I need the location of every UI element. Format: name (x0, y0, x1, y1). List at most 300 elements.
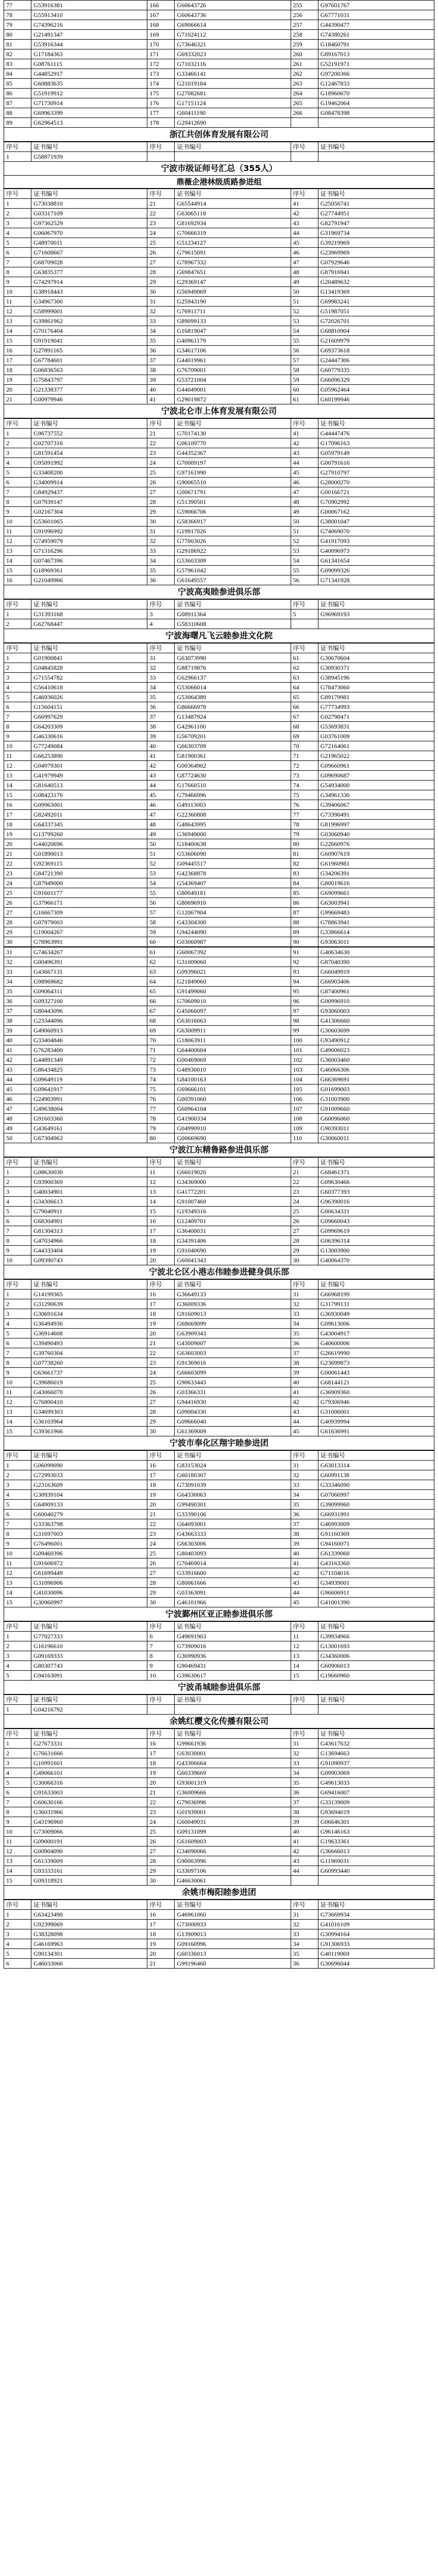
header-cert: 证书编号 (175, 1622, 291, 1632)
table-row (4, 1207, 434, 1216)
row-index-cell: 23 (147, 448, 175, 458)
table-row (4, 1216, 434, 1226)
roster-table (4, 643, 434, 947)
row-index-cell: 169 (147, 30, 175, 40)
cert-number-cell: G19349316 (175, 1207, 291, 1216)
table-row (4, 1778, 434, 1788)
cert-number-cell: G64093001 (175, 1519, 291, 1529)
row-index-cell: 18 (147, 1480, 175, 1490)
cert-number-cell: G53606090 (175, 849, 291, 859)
cert-number-cell: G43649161 (31, 1124, 147, 1133)
cert-number-cell: G81304313 (31, 1226, 147, 1236)
cert-number-cell: G39686019 (31, 1378, 147, 1387)
cert-number-cell: G61339009 (31, 1856, 147, 1866)
row-index-cell: 39 (291, 1539, 318, 1549)
cert-number-cell: G46330616 (31, 732, 147, 741)
cert-number-cell: G68461371 (318, 1167, 434, 1177)
cert-number-cell: G33346090 (318, 1480, 434, 1490)
row-index-cell: 78 (4, 10, 31, 20)
row-index-cell: 12 (4, 761, 31, 771)
row-index-cell: 3 (147, 609, 175, 619)
table-row (4, 1568, 434, 1578)
cert-number-cell: G76496001 (31, 1539, 147, 1549)
row-index-cell: 101 (291, 1045, 318, 1055)
row-index-cell: 61 (291, 395, 318, 404)
cert-number-cell (318, 1705, 434, 1715)
header-row (4, 600, 434, 609)
section-title: 余姚市梅阳睦参进团 (4, 1886, 434, 1900)
row-index-cell: 177 (147, 108, 175, 118)
row-index-cell: 3 (4, 1758, 31, 1768)
header-index: 序号 (147, 419, 175, 429)
cert-number-cell: G56949069 (175, 287, 291, 297)
row-index-cell: 21 (147, 1788, 175, 1798)
table-row (4, 1827, 434, 1837)
cert-number-cell: G01699003 (318, 1084, 434, 1094)
row-index-cell: 73 (291, 771, 318, 781)
row-index-cell: 25 (147, 1378, 175, 1387)
row-index-cell: 14 (291, 1661, 318, 1671)
row-index-cell: 33 (4, 967, 31, 977)
row-index-cell: 70 (291, 741, 318, 751)
cert-number-cell: G06067970 (31, 228, 147, 238)
cert-number-cell: G29369147 (175, 277, 291, 287)
row-index-cell: 68 (147, 1016, 175, 1026)
row-index-cell: 14 (4, 1588, 31, 1598)
header-index: 序号 (291, 1900, 318, 1910)
cert-number-cell: G23163609 (31, 1480, 147, 1490)
row-index-cell: 10 (4, 1378, 31, 1387)
cert-number-cell: G31393168 (31, 609, 147, 619)
table-row (4, 1016, 434, 1026)
cert-number-cell: G53603309 (175, 556, 291, 566)
row-index-cell: 47 (291, 258, 318, 267)
table-row (4, 1929, 434, 1939)
cert-number-cell: G09660043 (318, 1216, 434, 1226)
cert-number-cell: G13487924 (175, 712, 291, 722)
row-index-cell: 18 (147, 1758, 175, 1768)
header-cert: 证书编号 (318, 1900, 434, 1910)
cert-number-cell: G60336013 (175, 1949, 291, 1959)
row-index-cell: 43 (4, 1065, 31, 1075)
table-row (4, 957, 434, 967)
cert-number-cell: G81900361 (175, 751, 291, 761)
row-index-cell: 104 (291, 1075, 318, 1084)
row-index-cell: 4 (147, 619, 175, 629)
cert-number-cell: G87724630 (175, 771, 291, 781)
row-index-cell: 31 (291, 1739, 318, 1749)
cert-number-cell: G08911364 (175, 609, 291, 619)
cert-number-cell: G89099133 (175, 316, 291, 326)
table-row (4, 1417, 434, 1427)
row-index-cell: 34 (147, 556, 175, 566)
cert-number-cell: G69416007 (318, 1788, 434, 1798)
row-index-cell: 44 (4, 1075, 31, 1084)
cert-number-cell: G73390491 (318, 810, 434, 820)
cert-number-cell: G66369691 (318, 1075, 434, 1084)
row-index-cell: 89 (291, 927, 318, 937)
row-index-cell: 2 (4, 1641, 31, 1651)
table-row (4, 1397, 434, 1407)
table-row (4, 1651, 434, 1661)
row-index-cell: 19 (147, 1490, 175, 1500)
table-row (4, 267, 434, 277)
row-index-cell: 85 (4, 79, 31, 89)
row-index-cell: 22 (4, 859, 31, 869)
cert-number-cell: G03363091 (175, 1588, 291, 1598)
table-row (4, 1055, 434, 1065)
cert-number-cell: G93900369 (31, 1177, 147, 1187)
row-index-cell: 26 (147, 1387, 175, 1397)
cert-number-cell: G40096973 (318, 546, 434, 556)
row-index-cell: 36 (291, 1510, 318, 1519)
cert-number-cell: G02167304 (31, 507, 147, 517)
cert-number-cell: G62964513 (31, 118, 147, 128)
row-index-cell: 30 (147, 517, 175, 527)
cert-number-cell: G69983241 (318, 297, 434, 307)
section-title: 浙江共创体育发展有限公司 (4, 128, 434, 142)
cert-number-cell: G12467833 (318, 79, 434, 89)
row-index-cell: 49 (4, 1124, 31, 1133)
row-index-cell: 53 (291, 316, 318, 326)
header-row (4, 189, 434, 199)
cert-number-cell: G76283400 (31, 1045, 147, 1055)
row-index-cell: 27 (291, 1226, 318, 1236)
row-index-cell: 19 (147, 1768, 175, 1778)
cert-number-cell: G29186922 (175, 546, 291, 556)
row-index-cell: 35 (291, 1500, 318, 1510)
table-row (4, 1256, 434, 1265)
row-index-cell: 17 (147, 1920, 175, 1929)
cert-number-cell: G91007460 (175, 1197, 291, 1207)
row-index-cell: 16 (4, 346, 31, 355)
cert-number-cell: G90469431 (175, 1661, 291, 1671)
table-row (4, 1500, 434, 1510)
row-index-cell: 8 (4, 1807, 31, 1817)
cert-number-cell: G92369115 (31, 859, 147, 869)
row-index-cell: 31 (291, 1910, 318, 1920)
row-index-cell: 54 (291, 326, 318, 336)
cert-number-cell: G33363798 (31, 1519, 147, 1529)
header-cert: 证书编号 (31, 1622, 147, 1632)
cert-number-cell: G36930049 (318, 1309, 434, 1319)
row-index-cell: 83 (291, 869, 318, 878)
row-index-cell: 95 (291, 987, 318, 996)
cert-number-cell: G13419369 (318, 287, 434, 297)
cert-number-cell: G77003026 (175, 536, 291, 546)
roster-table (4, 0, 434, 128)
row-index-cell: 12 (4, 536, 31, 546)
cert-number-cell: G04216792 (31, 1705, 147, 1715)
header-cert: 证书编号 (175, 142, 291, 152)
row-index-cell: 10 (4, 287, 31, 297)
cert-number-cell: G51390501 (175, 497, 291, 507)
row-index-cell: 89 (4, 118, 31, 128)
cert-number-cell: G91096992 (31, 527, 147, 536)
table-row (4, 1407, 434, 1417)
row-index-cell: 1 (4, 653, 31, 663)
cert-number-cell: G06099090 (31, 1461, 147, 1470)
cert-number-cell: G40961179 (175, 336, 291, 346)
row-index-cell: 84 (291, 878, 318, 888)
table-row (4, 1065, 434, 1075)
cert-number-cell: G34306613 (31, 1197, 147, 1207)
cert-number-cell: G71341928 (318, 575, 434, 585)
row-index-cell: 27 (147, 258, 175, 267)
cert-number-cell: G71024112 (175, 30, 291, 40)
cert-number-cell: G42961100 (175, 722, 291, 732)
cert-number-cell: G09903069 (318, 1768, 434, 1778)
cert-number-cell: G34360006 (318, 1651, 434, 1661)
table-row (4, 517, 434, 527)
row-index-cell: 15 (4, 336, 31, 346)
row-index-cell: 78 (147, 1114, 175, 1124)
row-index-cell: 37 (291, 1519, 318, 1529)
header-cert: 证书编号 (31, 142, 147, 152)
roster-section (4, 162, 434, 404)
cert-number-cell: G02798471 (318, 712, 434, 722)
row-index-cell: 47 (291, 487, 318, 497)
cert-number-cell: G52191971 (318, 59, 434, 69)
table-row (4, 1187, 434, 1197)
cert-number-cell: G84721390 (31, 869, 147, 878)
row-index-cell: 85 (291, 888, 318, 898)
row-index-cell: 15 (4, 1427, 31, 1436)
section-title: 宁波江东精鲁路参进俱乐部 (4, 1143, 434, 1157)
row-index-cell: 260 (291, 49, 318, 59)
table-row (4, 40, 434, 49)
row-index-cell: 94 (291, 977, 318, 987)
row-index-cell: 13 (4, 546, 31, 556)
row-index-cell (147, 152, 175, 162)
row-index-cell: 27 (4, 908, 31, 918)
row-index-cell: 15 (4, 566, 31, 575)
row-index-cell: 51 (147, 849, 175, 859)
header-cert: 证书编号 (318, 643, 434, 653)
row-index-cell: 26 (147, 478, 175, 487)
row-index-cell: 80 (4, 30, 31, 40)
cert-number-cell: G46169963 (31, 1939, 147, 1949)
cert-number-cell: G40600006 (318, 1338, 434, 1348)
row-index-cell: 79 (291, 829, 318, 839)
row-index-cell: 41 (291, 429, 318, 438)
row-index-cell: 106 (291, 1094, 318, 1104)
cert-number-cell: G53916344 (31, 40, 147, 49)
row-index-cell: 32 (4, 957, 31, 967)
header-index: 序号 (4, 600, 31, 609)
cert-number-cell: G46066306 (318, 1065, 434, 1075)
header-cert: 证书编号 (31, 419, 147, 429)
cert-number-cell: G91603360 (31, 1114, 147, 1124)
row-index-cell: 5 (4, 1949, 31, 1959)
row-index-cell: 16 (147, 1216, 175, 1226)
row-index-cell: 24 (147, 1817, 175, 1827)
cert-number-cell: G49691903 (175, 1632, 291, 1641)
row-index-cell: 28 (147, 1407, 175, 1417)
row-index-cell: 14 (4, 781, 31, 790)
row-index-cell: 1 (4, 1705, 31, 1715)
cert-number-cell: G66049919 (318, 967, 434, 977)
row-index-cell: 30 (291, 1256, 318, 1265)
row-index-cell: 14 (4, 1417, 31, 1427)
cert-number-cell: G53693831 (318, 722, 434, 732)
table-row (4, 1358, 434, 1368)
cert-number-cell: G74069070 (318, 527, 434, 536)
cert-number-cell: G34369000 (175, 1177, 291, 1187)
cert-number-cell: G39099960 (318, 1500, 434, 1510)
table-row (4, 1641, 434, 1651)
row-index-cell: 62 (147, 957, 175, 967)
cert-number-cell: G40034901 (31, 1187, 147, 1197)
cert-number-cell: G71730914 (31, 98, 147, 108)
table-row (4, 977, 434, 987)
cert-number-cell: G60049031 (175, 1817, 291, 1827)
cert-number-cell: G63065118 (175, 209, 291, 218)
cert-number-cell: G36914608 (31, 1329, 147, 1338)
table-row (4, 575, 434, 585)
row-index-cell: 3 (4, 673, 31, 683)
table-row (4, 218, 434, 228)
cert-number-cell: G87040390 (318, 957, 434, 967)
row-index-cell: 2 (4, 1920, 31, 1929)
cert-number-cell: G44447476 (318, 429, 434, 438)
cert-number-cell: G38945196 (318, 673, 434, 683)
cert-number-cell: G64400604 (175, 1045, 291, 1055)
table-row (4, 1470, 434, 1480)
row-index-cell: 75 (291, 790, 318, 800)
row-index-cell: 258 (291, 30, 318, 40)
row-index-cell: 35 (291, 1949, 318, 1959)
table-row (4, 908, 434, 918)
row-index-cell: 11 (4, 1837, 31, 1846)
header-index: 序号 (147, 600, 175, 609)
cert-number-cell: G77027333 (31, 1632, 147, 1641)
cert-number-cell: G61636991 (318, 1427, 434, 1436)
table-row (4, 497, 434, 507)
roster-table (4, 142, 434, 162)
cert-number-cell: G18460791 (318, 40, 434, 49)
cert-number-cell (318, 152, 434, 162)
cert-number-cell: G27082681 (175, 89, 291, 98)
row-index-cell: 47 (147, 810, 175, 820)
row-index-cell: 53 (147, 869, 175, 878)
row-index-cell: 42 (291, 1397, 318, 1407)
row-index-cell: 11 (4, 297, 31, 307)
cert-number-cell: G34961330 (318, 790, 434, 800)
table-row (4, 1578, 434, 1588)
cert-number-cell: G64909133 (31, 1500, 147, 1510)
cert-number-cell: G39630617 (175, 1671, 291, 1681)
table-row (4, 609, 434, 619)
cert-number-cell: G19462064 (318, 98, 434, 108)
table-row (4, 1739, 434, 1749)
row-index-cell: 31 (147, 653, 175, 663)
cert-number-cell: G04845828 (31, 663, 147, 673)
row-index-cell: 168 (147, 20, 175, 30)
cert-number-cell: G02707316 (31, 438, 147, 448)
table-row (4, 448, 434, 458)
table-row (4, 316, 434, 326)
header-cert: 证书编号 (31, 1451, 147, 1461)
row-index-cell: 72 (147, 1055, 175, 1065)
roster-section (4, 0, 434, 128)
row-index-cell: 96 (291, 996, 318, 1006)
row-index-cell: 5 (4, 1329, 31, 1338)
header-row (4, 1695, 434, 1705)
row-index-cell: 26 (147, 1837, 175, 1846)
cert-number-cell: G39490493 (31, 1338, 147, 1348)
row-index-cell: 24 (147, 1539, 175, 1549)
cert-number-cell: G09969619 (318, 1226, 434, 1236)
table-row (4, 653, 434, 663)
row-index-cell: 49 (291, 277, 318, 287)
row-index-cell: 5 (4, 1671, 31, 1681)
row-index-cell: 7 (4, 1226, 31, 1236)
cert-number-cell: G66303006 (175, 1539, 291, 1549)
cert-number-cell: G74297914 (31, 277, 147, 287)
cert-number-cell: G38328098 (31, 1929, 147, 1939)
cert-number-cell: G55913410 (31, 10, 147, 20)
row-index-cell: 29 (4, 927, 31, 937)
row-index-cell: 7 (4, 1519, 31, 1529)
row-index-cell: 74 (291, 781, 318, 790)
row-index-cell: 20 (147, 1500, 175, 1510)
table-row (4, 1290, 434, 1299)
table-row (4, 1920, 434, 1929)
table-row (4, 1539, 434, 1549)
cert-number-cell: G41030096 (31, 1588, 147, 1598)
cert-number-cell: G18400638 (175, 839, 291, 849)
cert-number-cell: G36003460 (318, 1055, 434, 1065)
cert-number-cell: G09660961 (318, 761, 434, 771)
cert-number-cell: G61960981 (318, 859, 434, 869)
header-index: 序号 (147, 1695, 175, 1705)
cert-number-cell: G21019184 (175, 79, 291, 89)
row-index-cell: 3 (4, 1480, 31, 1490)
row-index-cell: 25 (147, 468, 175, 478)
row-index-cell: 32 (291, 1749, 318, 1758)
table-row (4, 790, 434, 800)
cert-number-cell: G73038810 (31, 199, 147, 209)
row-index-cell: 21 (4, 395, 31, 404)
cert-number-cell: G23699873 (318, 1358, 434, 1368)
cert-number-cell: G81996997 (318, 820, 434, 829)
row-index-cell: 8 (4, 1358, 31, 1368)
table-row (4, 1856, 434, 1866)
cert-number-cell: G76631666 (31, 1749, 147, 1758)
table-row (4, 1104, 434, 1114)
table-row (4, 546, 434, 556)
cert-number-cell: G38918443 (31, 287, 147, 297)
cert-number-cell: G21849060 (175, 977, 291, 987)
header-row (4, 1729, 434, 1739)
cert-number-cell: G91160369 (318, 1529, 434, 1539)
table-row (4, 1876, 434, 1886)
cert-number-cell: G71032116 (175, 59, 291, 69)
cert-number-cell: G09690687 (318, 771, 434, 781)
row-index-cell: 45 (291, 1427, 318, 1436)
cert-number-cell: G00634331 (318, 1207, 434, 1216)
row-index-cell: 46 (147, 800, 175, 810)
cert-number-cell: G73909016 (175, 1641, 291, 1651)
cert-number-cell: G06836563 (31, 365, 147, 375)
table-row (4, 1167, 434, 1177)
row-index-cell: 53 (291, 546, 318, 556)
cert-number-cell: G73000933 (175, 1920, 291, 1929)
table-row (4, 859, 434, 869)
row-index-cell: 36 (147, 575, 175, 585)
cert-number-cell: G79036996 (175, 1798, 291, 1807)
